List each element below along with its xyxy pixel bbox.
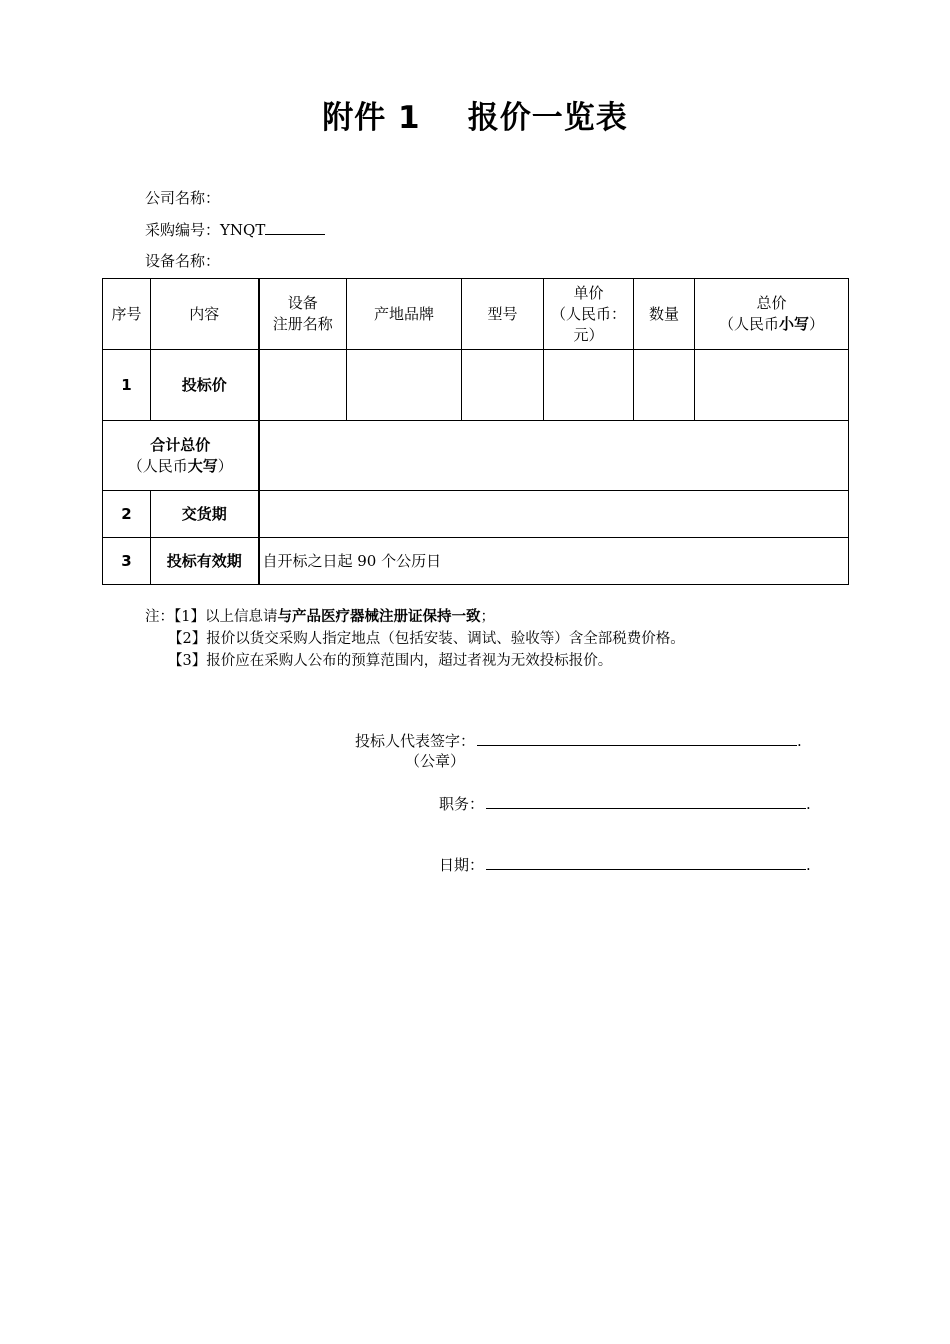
header-total-price: 总价 （人民币小写） xyxy=(695,279,849,350)
table-row-total xyxy=(103,421,849,491)
header-registration-name: 设备 注册名称 xyxy=(259,279,347,350)
row1-content: 投标价 xyxy=(151,350,259,421)
row1-registration-name-cell[interactable] xyxy=(259,350,347,421)
position-row: 职务： . xyxy=(439,792,811,814)
representative-signature-line[interactable] xyxy=(477,729,797,746)
notes-section xyxy=(145,606,685,672)
header-content: 内容 xyxy=(151,279,259,350)
purchase-number-line xyxy=(145,220,325,240)
table-header-row xyxy=(103,279,849,350)
table-row-delivery xyxy=(103,491,849,538)
header-brand: 产地品牌 xyxy=(347,279,462,350)
row1-seq: 1 xyxy=(103,350,151,421)
position-line[interactable] xyxy=(486,792,806,809)
table-row-bid-price xyxy=(103,350,849,421)
header-unit-price: 单价 （人民币： 元） xyxy=(544,279,634,350)
row2-content: 交货期 xyxy=(151,491,259,538)
total-amount-cell[interactable] xyxy=(259,421,849,491)
header-seq: 序号 xyxy=(103,279,151,350)
row1-model-cell[interactable] xyxy=(462,350,544,421)
row1-total-price-cell[interactable] xyxy=(695,350,849,421)
row1-brand-cell[interactable] xyxy=(347,350,462,421)
quote-table xyxy=(102,278,849,585)
header-model: 型号 xyxy=(462,279,544,350)
device-name-label: 设备名称： xyxy=(145,252,221,270)
row3-content: 投标有效期 xyxy=(151,538,259,585)
date-label: 日期： xyxy=(439,856,485,874)
purchase-number-prefix: YNQT xyxy=(220,221,266,239)
position-label: 职务： xyxy=(439,795,485,813)
table-row-validity xyxy=(103,538,849,585)
validity-period-value: 自开标之日起 90 个公历日 xyxy=(259,538,849,585)
note-2: 【2】报价以货交采购人指定地点（包括安装、调试、验收等）含全部税费价格。 xyxy=(168,631,685,647)
representative-signature-row: 投标人代表签字： . xyxy=(355,729,802,751)
company-name-label: 公司名称： xyxy=(145,189,221,207)
representative-signature-label: 投标人代表签字： xyxy=(355,732,476,750)
row3-seq: 3 xyxy=(103,538,151,585)
note-1: 注：【1】以上信息请与产品医疗器械注册证保持一致； xyxy=(145,609,495,625)
date-line[interactable] xyxy=(486,853,806,870)
delivery-period-cell[interactable] xyxy=(259,491,849,538)
device-name-line xyxy=(145,251,220,271)
purchase-number-label: 采购编号： xyxy=(145,221,221,239)
company-name-line xyxy=(145,188,220,208)
note-3: 【3】报价应在采购人公布的预算范围内，超过者视为无效投标报价。 xyxy=(168,653,613,669)
row2-seq: 2 xyxy=(103,491,151,538)
purchase-number-blank[interactable] xyxy=(265,221,325,235)
row1-quantity-cell[interactable] xyxy=(634,350,695,421)
header-quantity: 数量 xyxy=(634,279,695,350)
date-row: 日期： . xyxy=(439,853,811,875)
official-seal-label: （公章） xyxy=(405,752,466,770)
total-label: 合计总价 （人民币大写） xyxy=(103,421,259,491)
row1-unit-price-cell[interactable] xyxy=(544,350,634,421)
page-title: 附件 1 报价一览表 xyxy=(322,100,628,136)
